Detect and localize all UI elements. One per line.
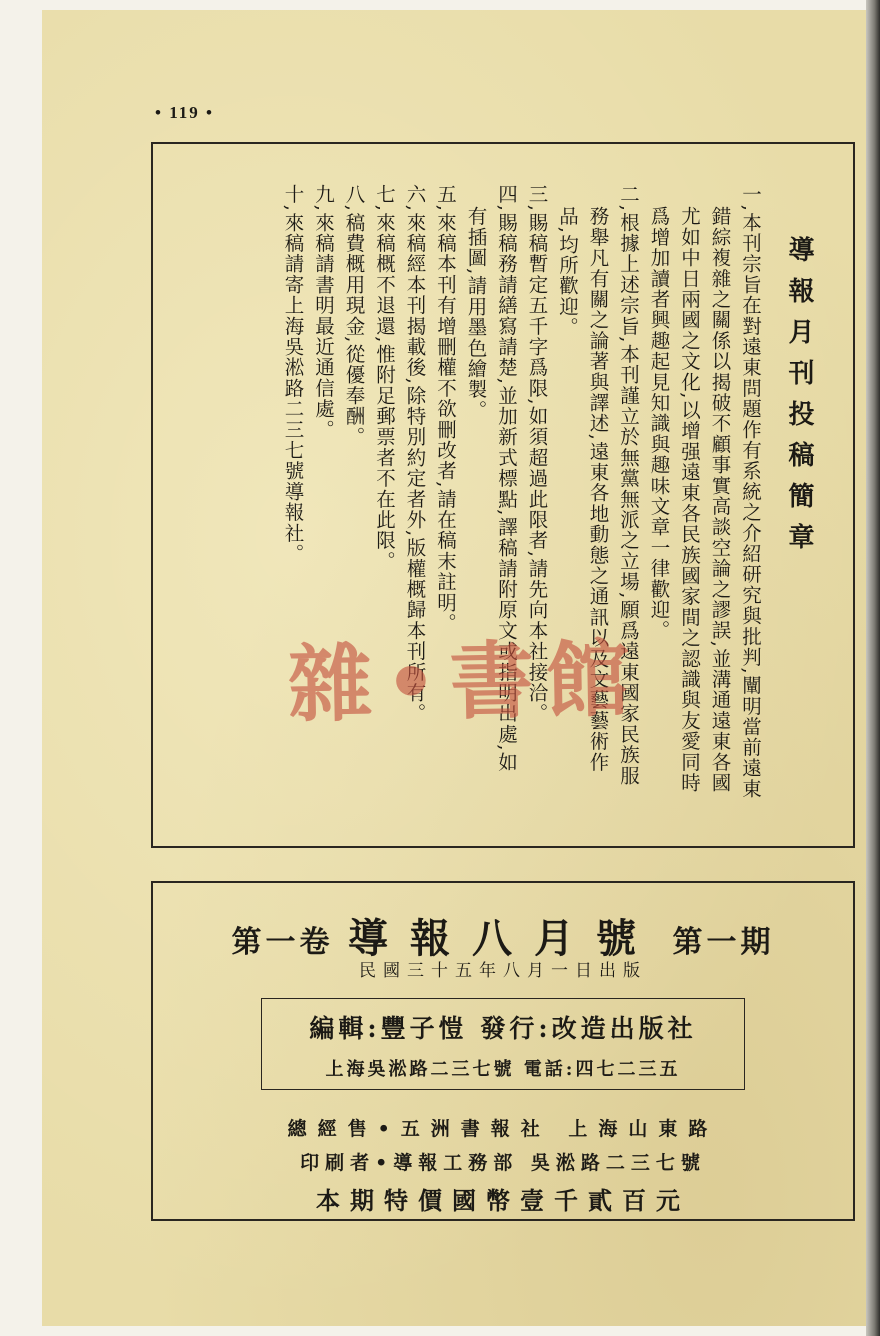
guideline-rule-1-line-4: 爲增加讀者興趣起見知識與趣味文章一律歡迎。 [647, 206, 671, 641]
colophon-box [151, 881, 855, 1221]
guideline-rule-4-line-2: 有插圖,請用墨色繪製。 [464, 206, 488, 421]
distributor-line: 總經售•五洲書報社 上海山東路 [287, 1118, 719, 1140]
submission-guidelines-box [151, 142, 855, 848]
guideline-rule-2-line-2: 務舉凡有關之論著與譯述,遠東各地動態之通訊以及文藝藝術作 [586, 206, 610, 773]
guideline-rule-9: 九,來稿請書明最近通信處。 [312, 184, 335, 440]
guideline-rule-7: 七,來稿概不退還,惟附足郵票者不在此限。 [373, 184, 396, 572]
guideline-rule-5: 五,來稿本刊有增刪權不欲刪改者,請在稿末註明。 [434, 184, 457, 634]
guideline-rule-3: 三,賜稿暫定五千字爲限,如須超過此限者,請先向本社接洽。 [525, 184, 549, 724]
guidelines-title: 導報月刊投稿簡章 [784, 236, 814, 564]
printer-line: 印刷者•導報工務部 吳淞路二三七號 [300, 1152, 706, 1174]
guideline-rule-2-line-3: 品,均所歡迎。 [556, 206, 579, 338]
publisher-address-line: 上海吳淞路二三七號 電話:四七二三五 [325, 1059, 681, 1080]
guideline-rule-6: 六,來稿經本刊揭載後,除特別約定者外,版權概歸本刊所有。 [403, 184, 427, 724]
price-line: 本期特價國幣壹千貳百元 [316, 1186, 690, 1215]
guideline-rule-4-line-1: 四,賜稿務請繕寫請楚,並加新式標點,譯稿請附原文或指明出處,如 [495, 184, 518, 773]
issue-label: 第一期 [672, 925, 775, 960]
guideline-rule-1-line-1: 一,本刊宗旨在對遠東問題作有系統之介紹研究與批判,闡明當前遠東 [739, 184, 762, 800]
guideline-rule-1-line-2: 錯綜複雜之關係以揭破不顧事實高談空論之謬誤,並溝通遠東各國 [708, 206, 732, 793]
guideline-rule-2-line-1: 二,根據上述宗旨,本刊謹立於無黨無派之立場,願爲遠東國家民族服 [617, 184, 640, 786]
scan-edge [866, 0, 880, 1336]
guideline-rule-1-line-3: 尤如中日兩國之文化,以增强遠東各民族國家間之認識與友愛同時 [678, 206, 701, 793]
guideline-rule-8: 八,稿費概用現金,從優奉酬。 [342, 184, 366, 448]
publication-date: 民國三十五年八月一日出版 [359, 961, 647, 981]
volume-label: 第一卷 [231, 925, 334, 960]
page-number: • 119 • [155, 103, 214, 122]
guideline-rule-10: 十,來稿請寄上海吳淞路二三七號導報社。 [281, 184, 305, 564]
journal-issue-name: 導報八月號 [348, 915, 658, 962]
editor-publisher-box [261, 998, 745, 1090]
editor-publisher-line: 編輯:豐子愷 發行:改造出版社 [309, 1014, 697, 1043]
library-watermark-stamp: 雜•書館 [287, 628, 643, 735]
